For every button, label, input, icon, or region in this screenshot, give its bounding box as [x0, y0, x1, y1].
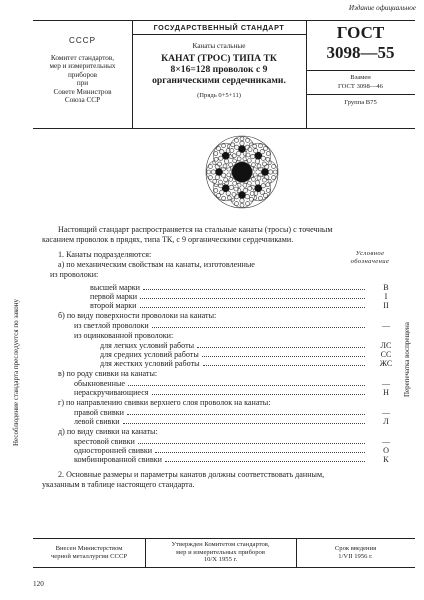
section-b-sub2: из оцинкованной проволоки: — [74, 331, 174, 340]
wire — [208, 164, 212, 168]
committee-line: Совете Министров — [53, 87, 112, 96]
wire — [257, 176, 261, 180]
wire — [240, 198, 244, 202]
row-code: ЖС — [379, 359, 393, 368]
section-v-heading: в) по роду свивки на канаты: — [58, 369, 158, 378]
row-label: односторонней свивки — [74, 446, 153, 455]
wire — [211, 170, 215, 174]
standard-type-rule — [132, 34, 306, 35]
row-label: нераскручивающиеся — [74, 388, 149, 397]
section-a-heading — [50, 260, 340, 279]
header-top-rule — [33, 20, 415, 21]
list-row — [90, 301, 404, 311]
list-row — [74, 417, 404, 427]
subject-label: Канаты стальные — [192, 42, 246, 50]
wire — [266, 183, 270, 187]
row-label: крестовой свивки — [74, 437, 135, 446]
approved-line: Утвержден Комитетом стандартов, — [171, 541, 270, 548]
row-label: левой свивки — [74, 417, 120, 426]
central-core — [232, 162, 252, 182]
wire — [233, 181, 237, 185]
wire — [255, 159, 259, 163]
wire — [237, 151, 241, 155]
item-2-line: 2. Основные размеры и параметры канатов должны соответствовать данным, — [58, 470, 325, 479]
wire — [248, 148, 252, 152]
wire — [232, 192, 236, 196]
submitted-line: черной металлургии СССР — [50, 552, 128, 560]
row-label: для жестких условий работы — [100, 359, 200, 368]
item-1-heading: 1. Канаты подразделяются: — [58, 250, 152, 259]
row-code: — — [381, 437, 391, 446]
wire — [243, 183, 247, 187]
row-code: ЛС — [380, 341, 392, 350]
wire — [231, 143, 235, 147]
wire — [240, 137, 244, 141]
dot-leader — [128, 385, 365, 386]
row-code: I — [384, 292, 388, 301]
wire — [247, 159, 251, 163]
wire — [217, 193, 221, 197]
intro-paragraph — [42, 225, 392, 244]
dot-leader — [202, 356, 365, 357]
row-code: — — [381, 408, 391, 417]
wire — [234, 202, 238, 206]
dot-leader — [197, 347, 365, 348]
wire — [227, 173, 231, 177]
section-a-line: из проволоки: — [50, 269, 99, 279]
wire — [246, 153, 250, 157]
wire — [262, 162, 266, 166]
wire — [248, 186, 252, 190]
wire — [240, 141, 244, 145]
wire — [257, 164, 261, 168]
committee-block — [33, 54, 132, 104]
wire — [268, 170, 272, 174]
wire — [262, 178, 266, 182]
wire — [214, 188, 218, 192]
wire — [263, 147, 267, 151]
document-title — [132, 53, 306, 86]
section-d-heading: д) по виду свивки на канаты: — [58, 427, 158, 436]
wire — [266, 152, 270, 156]
row-label: для легких условий работы — [100, 341, 195, 350]
wire — [219, 156, 223, 160]
wire — [224, 178, 228, 182]
effective-date — [296, 545, 415, 560]
wire — [234, 138, 238, 142]
wire — [266, 157, 270, 161]
section-b-heading: б) по виду поверхности проволоки на канаты: — [58, 311, 217, 320]
wire — [222, 196, 226, 200]
list-row-bright-wire — [74, 321, 404, 331]
submitted-line: Внесен Министерством — [55, 545, 123, 552]
wire — [272, 176, 276, 180]
committee-line: при — [76, 79, 89, 88]
wire — [272, 164, 276, 168]
symbols-header — [340, 250, 400, 265]
replaces-value: ГОСТ 3098—46 — [338, 83, 383, 90]
wire — [240, 203, 244, 207]
wire — [230, 148, 234, 152]
committee-line: приборов — [67, 70, 98, 79]
gost-number: 3098—55 — [326, 43, 395, 62]
wire — [243, 188, 247, 192]
wire — [251, 163, 255, 167]
wire — [217, 147, 221, 151]
row-code: II — [383, 301, 389, 310]
wire — [208, 176, 212, 180]
wire — [220, 190, 224, 194]
row-code: О — [383, 446, 389, 455]
intro-line: касанием проволок в прядях, типа ТК, с 9 органическими сердечниками. — [42, 234, 294, 244]
title-line: 8×16=128 проволок с 9 — [170, 64, 268, 75]
row-label: первой марки — [90, 292, 138, 301]
row-code: Л — [383, 417, 389, 426]
group-label: Группа В75 — [344, 99, 377, 106]
approved-line: 10/X 1955 г. — [203, 556, 238, 564]
footer-bottom-rule — [33, 567, 415, 568]
wire — [258, 144, 262, 148]
dot-leader — [138, 443, 365, 444]
wire — [227, 196, 231, 200]
wire — [251, 154, 255, 158]
committee-line: мер и измерительных — [49, 62, 116, 71]
dot-leader — [140, 307, 365, 308]
section-g-heading: г) по направлению свивки верхнего слоя проволок на канаты: — [58, 398, 271, 407]
row-code: К — [383, 455, 389, 464]
wire — [249, 197, 253, 201]
dot-leader — [155, 452, 365, 453]
list-row — [74, 455, 404, 465]
wire — [232, 154, 236, 158]
dot-leader — [152, 394, 365, 395]
row-code: — — [381, 321, 391, 330]
dot-leader — [127, 414, 365, 415]
dot-leader — [165, 461, 365, 462]
replaces-rule — [306, 94, 415, 95]
row-code: Н — [383, 388, 389, 397]
effective-line: Срок введения — [334, 545, 377, 552]
wire — [250, 192, 254, 196]
replaces-label: Взамен — [350, 74, 371, 81]
wire — [224, 159, 228, 163]
wire — [266, 188, 270, 192]
wire — [213, 179, 217, 183]
title-line: КАНАТ (ТРОС) ТИПА ТК — [161, 53, 277, 64]
approved-line: мер и измерительных приборов — [176, 548, 265, 556]
wire — [261, 156, 265, 160]
wire — [226, 191, 230, 195]
wire — [220, 150, 224, 154]
row-label: для средних условий работы — [100, 350, 199, 359]
title-line: органическими сердечниками. — [152, 75, 286, 86]
dot-leader — [140, 298, 365, 299]
wire — [260, 150, 264, 154]
country-label: СССР — [69, 36, 96, 45]
item-2-line: указанным в таблице настоящего стандарта. — [42, 479, 195, 489]
wire — [234, 187, 238, 191]
wire — [251, 177, 255, 181]
wire — [261, 184, 265, 188]
wire — [218, 162, 222, 166]
committee-line: Союза ССР — [64, 96, 101, 105]
wire — [207, 170, 211, 174]
wire — [229, 185, 233, 189]
wire — [273, 170, 277, 174]
row-label: обыкновенные — [74, 379, 125, 388]
right-margin-note: Перепечатка воспрещена — [403, 322, 411, 398]
list-row — [74, 388, 404, 398]
row-code: — — [381, 379, 391, 388]
wire — [221, 173, 225, 177]
wire — [222, 144, 226, 148]
gost-label: ГОСТ — [336, 23, 385, 42]
wire — [246, 202, 250, 206]
dot-leader — [123, 423, 365, 424]
wire — [246, 138, 250, 142]
item-2-paragraph — [42, 470, 392, 489]
wire — [253, 144, 257, 148]
edition-note: Издание официальное — [348, 4, 416, 12]
intro-line: Настоящий стандарт распространяется на стальные канаты (тросы) с точечным — [58, 225, 333, 234]
wire — [234, 145, 238, 149]
dot-leader — [143, 289, 365, 290]
wire — [237, 157, 241, 161]
footer-top-rule — [33, 538, 415, 539]
wire — [229, 163, 233, 167]
wire — [254, 149, 258, 153]
approved-by — [145, 541, 296, 564]
committee-line: Комитет стандартов, — [50, 54, 115, 62]
symbols-header-line: Условное — [355, 250, 385, 257]
row-code: В — [383, 283, 389, 292]
symbols-header-line: обозначение — [350, 257, 390, 265]
effective-line: 1/VII 1956 г. — [338, 552, 373, 560]
wire — [214, 152, 218, 156]
dot-leader — [203, 365, 365, 366]
wire — [215, 175, 219, 179]
row-label: из светлой проволоки — [74, 321, 149, 330]
row-label: правой свивки — [74, 408, 124, 417]
row-label: высшей марки — [90, 283, 141, 292]
gost-rule — [306, 70, 415, 71]
wire — [245, 195, 249, 199]
list-row — [100, 359, 404, 369]
wire — [258, 196, 262, 200]
page-number: 120 — [33, 580, 44, 588]
left-margin-note: Несоблюдение стандарта преследуется по закону — [12, 299, 20, 447]
section-a-line: а) по механическим свойствам на канаты, изготовленные — [58, 260, 255, 269]
strand-formula: (Прядь 0+5+11) — [197, 92, 241, 99]
rope-cross-section-image — [204, 134, 280, 210]
submitted-by — [33, 545, 145, 560]
wire — [218, 180, 222, 184]
header-bottom-rule — [33, 128, 415, 129]
row-code: СС — [380, 350, 392, 359]
wire — [255, 181, 259, 185]
row-label: комбинированной свивки — [74, 455, 162, 464]
wire — [263, 193, 267, 197]
wire — [214, 157, 218, 161]
wire — [260, 190, 264, 194]
standard-type: ГОСУДАРСТВЕННЫЙ СТАНДАРТ — [153, 23, 285, 32]
wire — [223, 164, 227, 168]
row-label: второй марки — [90, 301, 137, 310]
